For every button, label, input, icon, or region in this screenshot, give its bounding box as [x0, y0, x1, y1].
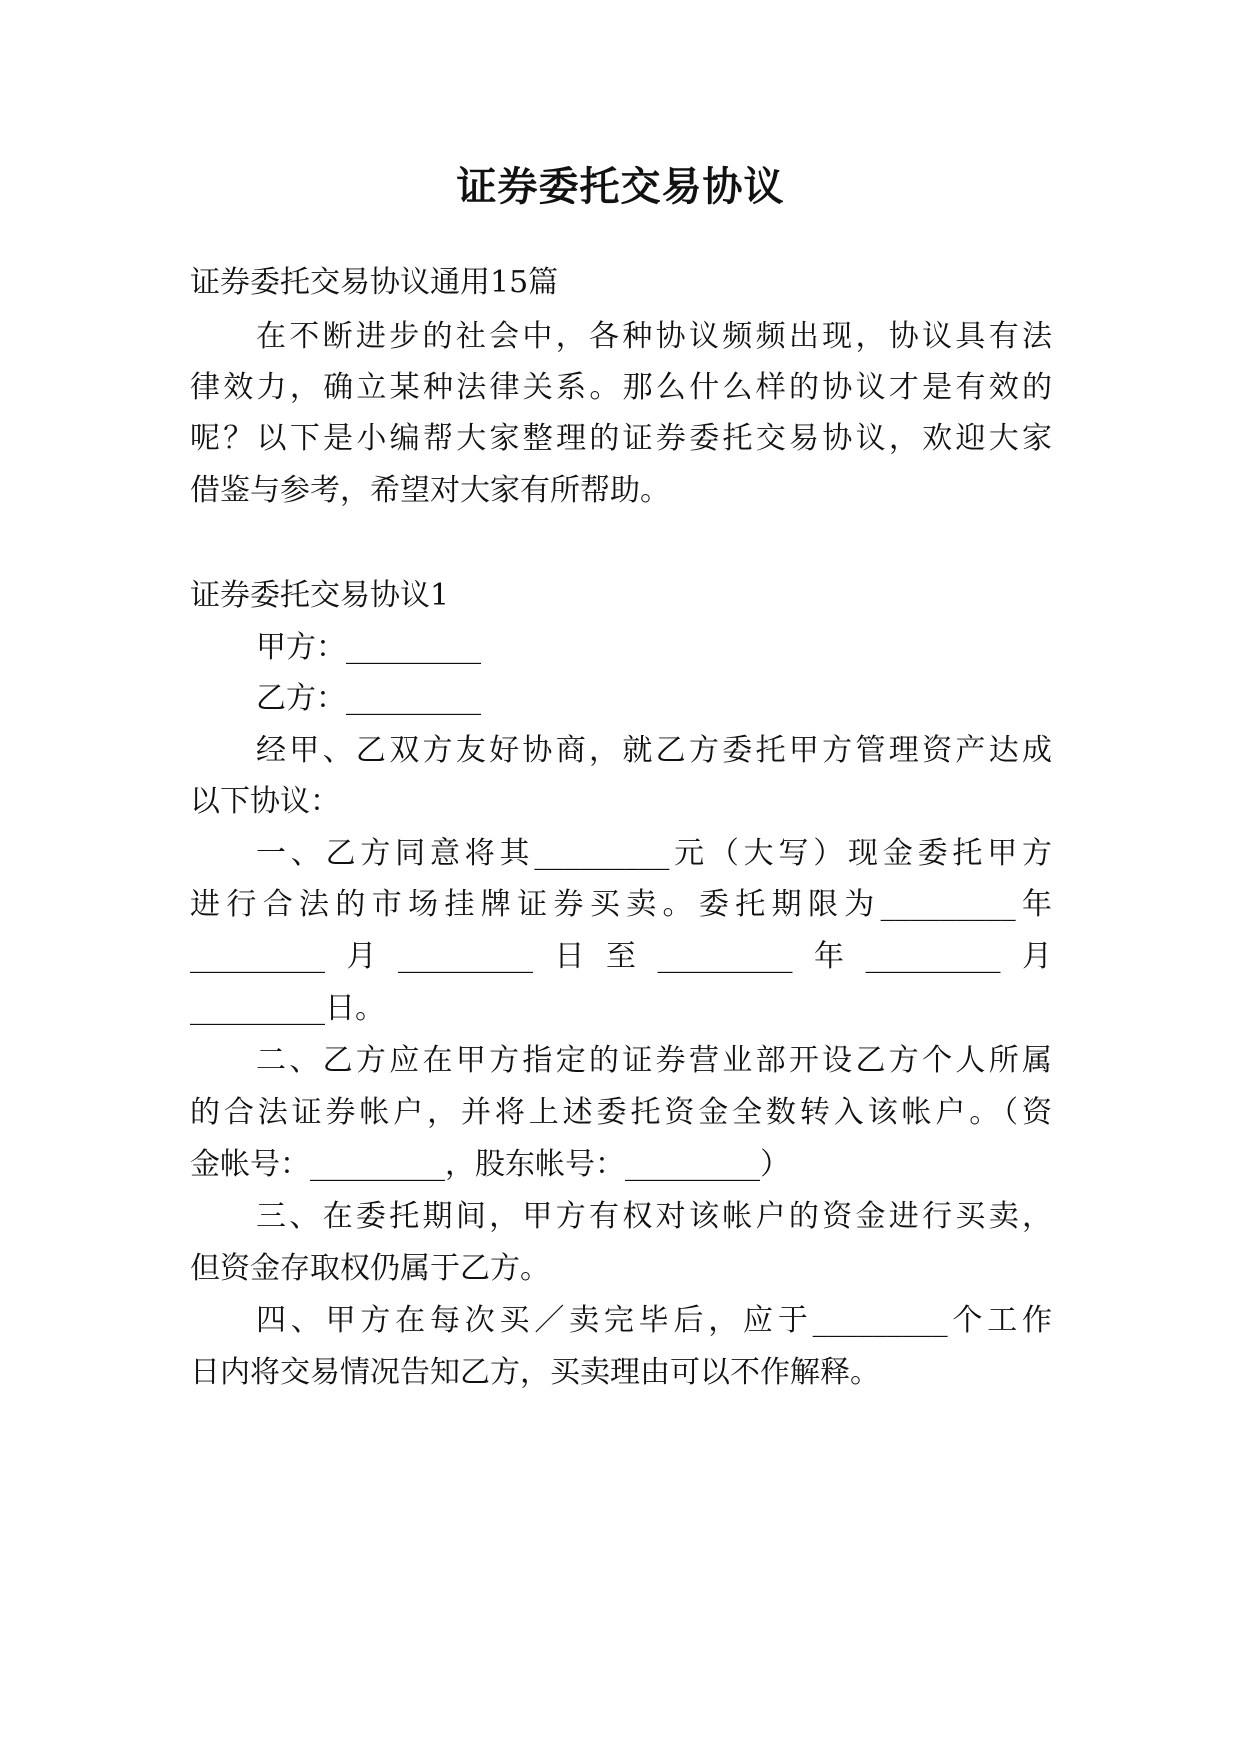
clause-line: 一、乙方同意将其_________元（大写）现金委托甲方: [256, 836, 1052, 871]
intro-paragraph-line: 借鉴与参考，希望对大家有所帮助。: [190, 473, 670, 508]
document-title: 证券委托交易协议: [456, 163, 785, 210]
intro-paragraph-line: 呢？以下是小编帮大家整理的证券委托交易协议，欢迎大家: [190, 421, 1052, 456]
clause-line: 日内将交易情况告知乙方，买卖理由可以不作解释。: [190, 1355, 880, 1390]
clause-line: 的合法证券帐户，并将上述委托资金全数转入该帐户。（资: [190, 1095, 1052, 1130]
section-heading: 证券委托交易协议1: [190, 578, 450, 613]
clause-line: 三、在委托期间，甲方有权对该帐户的资金进行买卖，: [256, 1199, 1052, 1234]
clause-line: 金帐号：_________，股东帐号：_________）: [190, 1147, 790, 1182]
intro-paragraph-line: 律效力，确立某种法律关系。那么什么样的协议才是有效的: [190, 370, 1052, 405]
clause-line: 但资金存取权仍属于乙方。: [190, 1251, 550, 1286]
clause-line: 二、乙方应在甲方指定的证券营业部开设乙方个人所属: [256, 1043, 1052, 1078]
clause-line: _________日。: [190, 991, 385, 1026]
intro-paragraph-line: 在不断进步的社会中，各种协议频频出现，协议具有法: [256, 319, 1052, 354]
clause-line: 四、甲方在每次买／卖完毕后，应于_________个工作: [256, 1303, 1052, 1338]
clause-line: 以下协议：: [190, 784, 340, 819]
party-b-line: 乙方：_________: [256, 681, 481, 716]
document-subtitle: 证券委托交易协议通用15篇: [190, 265, 559, 300]
clause-line: 经甲、乙双方友好协商，就乙方委托甲方管理资产达成: [256, 733, 1052, 768]
clause-line: _________月_________日至_________年_________月: [190, 939, 1052, 974]
party-a-line: 甲方：_________: [256, 630, 481, 665]
clause-line: 进行合法的市场挂牌证券买卖。委托期限为_________年: [190, 887, 1052, 922]
